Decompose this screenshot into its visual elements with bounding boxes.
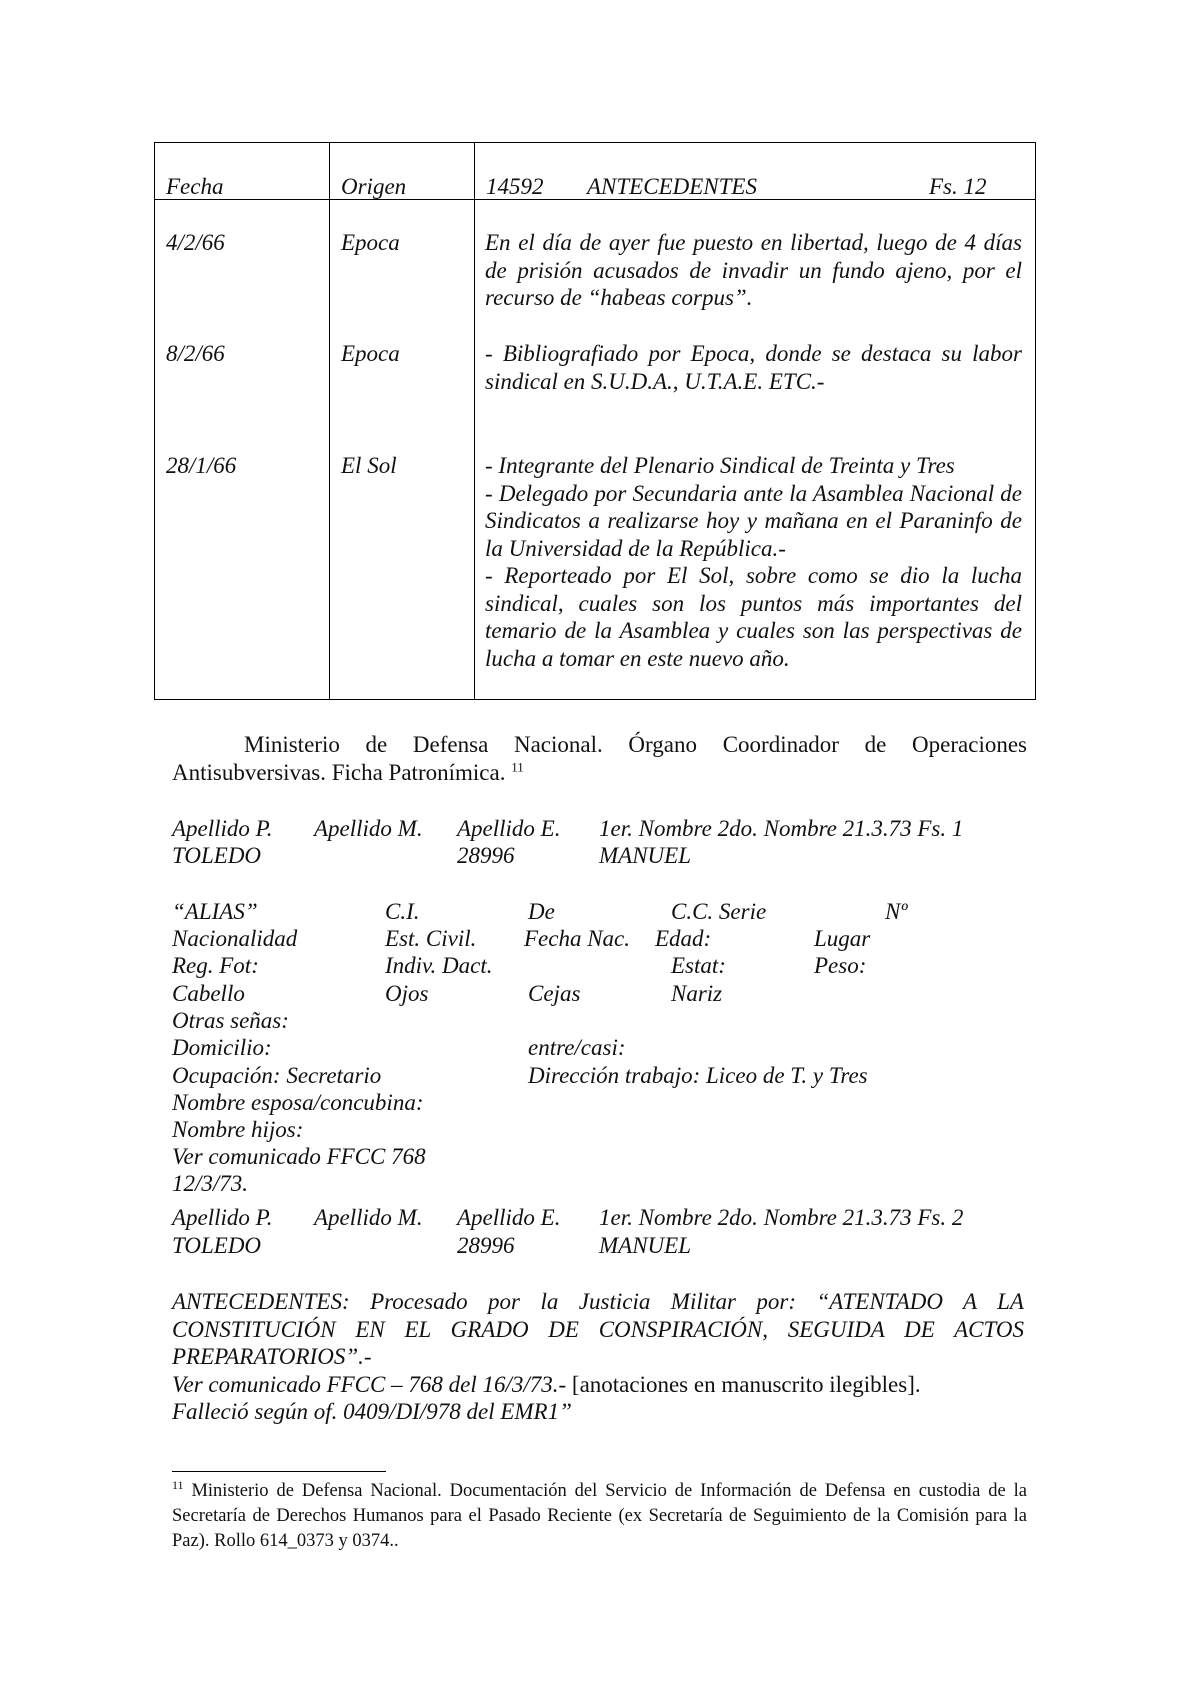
ficha1-apellido-p: Apellido P. xyxy=(172,816,273,841)
footnote-number: 11 xyxy=(172,1477,184,1492)
ficha2-nombres: 1er. Nombre 2do. Nombre 21.3.73 Fs. 2 xyxy=(599,1205,964,1230)
row-2-description xyxy=(485,340,1022,395)
row-3-origen: El Sol xyxy=(341,453,397,478)
column-divider xyxy=(329,143,330,699)
header-title: ANTECEDENTES xyxy=(587,174,757,199)
antecedentes-block xyxy=(172,1288,1024,1426)
ficha1-apellido-m: Apellido M. xyxy=(314,816,423,841)
field-lugar: Lugar xyxy=(814,926,871,951)
field-nombre-hijos: Nombre hijos: xyxy=(172,1117,304,1142)
fallecio-text: Falleció según of. 0409/DI/978 del EMR1” xyxy=(172,1399,572,1424)
row-1-origen: Epoca xyxy=(341,230,400,255)
footnote-separator xyxy=(172,1471,386,1472)
ficha2-number: 28996 xyxy=(457,1233,515,1258)
ficha1-nombres: 1er. Nombre 2do. Nombre 21.3.73 Fs. 1 xyxy=(599,816,964,841)
handwritten-note: [anotaciones en manuscrito ilegibles]. xyxy=(566,1371,921,1397)
row-3-fecha: 28/1/66 xyxy=(166,453,237,478)
ficha1-apellido-e: Apellido E. xyxy=(457,816,561,841)
field-cabello: Cabello xyxy=(172,981,245,1006)
description-line: - Delegado por Secundaria ante la Asamblea Nacional de Sindicatos a realizarse hoy y mañana en el Paraninfo de la Universidad de la República.- xyxy=(485,480,1022,561)
header-number: 14592 xyxy=(486,174,544,199)
field-nariz: Nariz xyxy=(671,981,723,1006)
row-2-origen: Epoca xyxy=(341,341,400,366)
field-estat: Estat: xyxy=(671,953,726,978)
description-line: - Integrante del Plenario Sindical de Treinta y Tres xyxy=(485,453,955,478)
field-reg-fot: Reg. Fot: xyxy=(172,953,259,978)
field-ver-fecha: 12/3/73. xyxy=(172,1171,249,1196)
header-origen: Origen xyxy=(341,174,407,199)
field-domicilio: Domicilio: xyxy=(172,1035,272,1060)
ficha1-first-name: MANUEL xyxy=(599,843,691,868)
column-divider xyxy=(474,143,475,699)
ver-comunicado-text: Ver comunicado FFCC – 768 del 16/3/73.- xyxy=(172,1371,567,1397)
header-fecha: Fecha xyxy=(166,174,224,199)
ficha1-surname: TOLEDO xyxy=(172,843,262,868)
field-nacionalidad: Nacionalidad xyxy=(172,926,298,951)
field-otras-senas: Otras señas: xyxy=(172,1008,289,1033)
ficha2-apellido-e: Apellido E. xyxy=(457,1205,561,1230)
source-paragraph xyxy=(172,731,1027,786)
description-line: En el día de ayer fue puesto en libertad, luego de 4 días de prisión acusados de invadir un fundo ajeno, por el recurso de “habeas corpus”. xyxy=(485,230,1022,310)
description-line: - Bibliografiado por Epoca, donde se destaca su labor sindical en S.U.D.A., U.T.A.E. ETC.- xyxy=(485,341,1022,394)
footnote-reference: 11 xyxy=(511,758,524,774)
field-alias: “ALIAS” xyxy=(172,899,258,924)
field-ocupacion: Ocupación: Secretario xyxy=(172,1063,382,1088)
field-ojos: Ojos xyxy=(385,981,429,1006)
antecedentes-text: ANTECEDENTES: Procesado por la Justicia Militar por: “ATENTADO A LA CONSTITUCIÓN EN EL GRADO DE CONSPIRACIÓN, SEGUIDA DE ACTOS PREPARATORIOS”.- xyxy=(172,1289,1024,1369)
field-de: De xyxy=(528,899,555,924)
description-line: - Reporteado por El Sol, sobre como se dio la lucha sindical, cuales son los puntos más importantes del temario de la Asamblea y cuales son las perspectivas de lucha a tomar en este nuevo año. xyxy=(485,563,1022,671)
footnote xyxy=(172,1479,1027,1554)
footnote-text: Ministerio de Defensa Nacional. Documentación del Servicio de Información de Defensa en custodia de la Secretaría de Derechos Humanos para el Pasado Reciente (ex Secretaría de Seguimiento de la Comisión para la Paz). Rollo 614_0373 y 0374.. xyxy=(172,1481,1027,1551)
row-2-fecha: 8/2/66 xyxy=(166,341,225,366)
ficha2-surname: TOLEDO xyxy=(172,1233,262,1258)
ficha2-apellido-p: Apellido P. xyxy=(172,1205,273,1230)
field-cejas: Cejas xyxy=(528,981,581,1006)
row-1-description xyxy=(485,229,1022,312)
ficha1-number: 28996 xyxy=(457,843,515,868)
field-direccion-trabajo: Dirección trabajo: Liceo de T. y Tres xyxy=(528,1063,868,1088)
field-ci: C.I. xyxy=(385,899,420,924)
row-3-description xyxy=(485,452,1022,672)
field-entre-casi: entre/casi: xyxy=(528,1035,626,1060)
field-indiv-dact: Indiv. Dact. xyxy=(385,953,493,978)
field-cc-serie: C.C. Serie xyxy=(671,899,767,924)
ficha2-apellido-m: Apellido M. xyxy=(314,1205,423,1230)
row-1-fecha: 4/2/66 xyxy=(166,230,225,255)
field-numero: Nº xyxy=(885,899,908,924)
source-text: Ministerio de Defensa Nacional. Órgano Coordinador de Operaciones Antisubversivas. Ficha Patronímica. xyxy=(172,732,1027,785)
antecedentes-table xyxy=(154,142,1036,700)
field-edad: Edad: xyxy=(655,926,712,951)
field-fecha-nac: Fecha Nac. xyxy=(524,926,631,951)
field-est-civil: Est. Civil. xyxy=(385,926,477,951)
field-nombre-esposa: Nombre esposa/concubina: xyxy=(172,1090,424,1115)
antecedentes-ver-line xyxy=(172,1371,1024,1399)
field-ver-comunicado: Ver comunicado FFCC 768 xyxy=(172,1144,426,1169)
header-fs: Fs. 12 xyxy=(929,174,987,199)
field-peso: Peso: xyxy=(814,953,867,978)
ficha2-first-name: MANUEL xyxy=(599,1233,691,1258)
